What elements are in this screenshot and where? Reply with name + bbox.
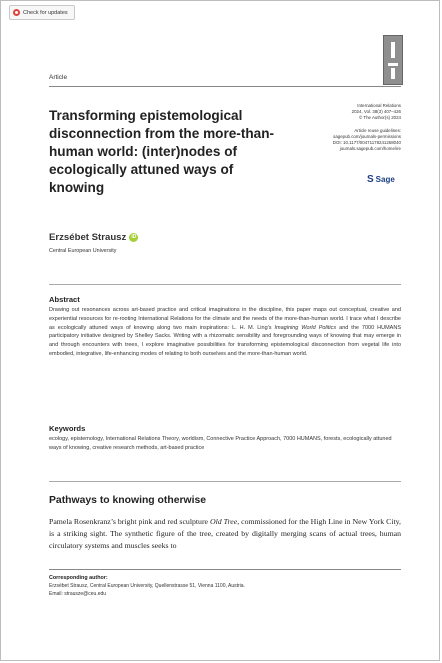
keywords-text: ecology, epistemology, International Relations Theory, worldism, Connective Practice Approach, 7000 HUMANS, forests, ecologically attuned ways of knowing, creative research methods, art-based practice — [49, 436, 392, 451]
journal-metadata — [293, 103, 401, 153]
abstract-italic-title: Imagining World Politics — [274, 324, 337, 331]
publisher-name: Sage — [375, 175, 395, 184]
journal-logo-icon — [383, 35, 403, 85]
corresponding-author-address: Erzsébet Strausz, Central European University, Quellenstrasse 51, Vienna 1100, Austria. — [49, 583, 245, 589]
orcid-icon[interactable]: iD — [131, 234, 137, 240]
footnote-divider — [49, 569, 401, 570]
check-for-updates-label: Check for updates — [23, 9, 68, 16]
keywords-heading: Keywords — [49, 424, 86, 433]
publisher-logo — [367, 174, 395, 185]
check-for-updates-button[interactable] — [9, 5, 75, 20]
meta-journal-link[interactable]: journals.sagepub.com/home/ire — [339, 146, 401, 152]
article-title: Transforming epistemological disconnection from the more-than-human world: (inter)nodes of ecologically attuned ways of knowing — [49, 108, 275, 195]
crossmark-icon — [13, 9, 20, 16]
author-affiliation: Central European University — [49, 248, 117, 254]
meta-copyright: © The Author(s) 2024 — [359, 115, 401, 121]
meta-permissions-link[interactable]: sagepub.com/journals-permissions — [333, 134, 401, 140]
abstract-bottom-divider — [49, 481, 401, 482]
author-name — [49, 232, 138, 243]
corresponding-author-email[interactable]: Email: strausze@ceu.edu — [49, 591, 107, 597]
sage-logo-icon: S — [367, 174, 374, 185]
meta-doi-link[interactable]: DOI: 10.1177/00471178241268040 — [332, 140, 401, 146]
author-name-text: Erzsébet Strausz — [49, 232, 127, 243]
abstract-text: Drawing out resonances across art-based practice and critical imaginations in the discipline, this paper maps out conceptual, creative and experiential resources for re-rooting International Relations for the climate and the needs of the more-than-human world. I trace what I describe as ecologically attuned ways of knowing along two main inspirations: L. H. M. Ling’s Imagining World Politics and the 7000 HUMANS participatory initiative designed by Shelley Sacks. Writing with a rhizomatic sensibility and foregrounding ways of knowing that may emerge in and through encounters with trees, I explore imaginative possibilities for transforming epistemological disconnection from vegetal life into embodied, integrative, life-enhancing modes of relating to both ourselves and the more-than-human world. — [49, 307, 401, 357]
meta-journal: International Relations — [357, 103, 401, 108]
body-text: Pamela Rosenkranz’s bright pink and red sculpture Old Tree, commissioned for the High Line in New York City, is a striking sight. The synthetic figure of the tree, created by digitally merging scans of actual trees, human circulatory systems and muscles seeks to — [49, 517, 401, 550]
meta-reuse: Article reuse guidelines: — [354, 127, 401, 133]
corresponding-author-heading: Corresponding author: — [49, 575, 108, 581]
body-italic-title: Old Tree — [209, 517, 238, 526]
header-divider — [49, 86, 401, 87]
abstract-top-divider — [49, 284, 401, 285]
section-heading: Pathways to knowing otherwise — [49, 495, 207, 506]
meta-volume: 2024, Vol. 38(3) 407–426 — [351, 109, 401, 115]
article-type-label: Article — [49, 74, 68, 81]
abstract-heading: Abstract — [49, 295, 80, 304]
